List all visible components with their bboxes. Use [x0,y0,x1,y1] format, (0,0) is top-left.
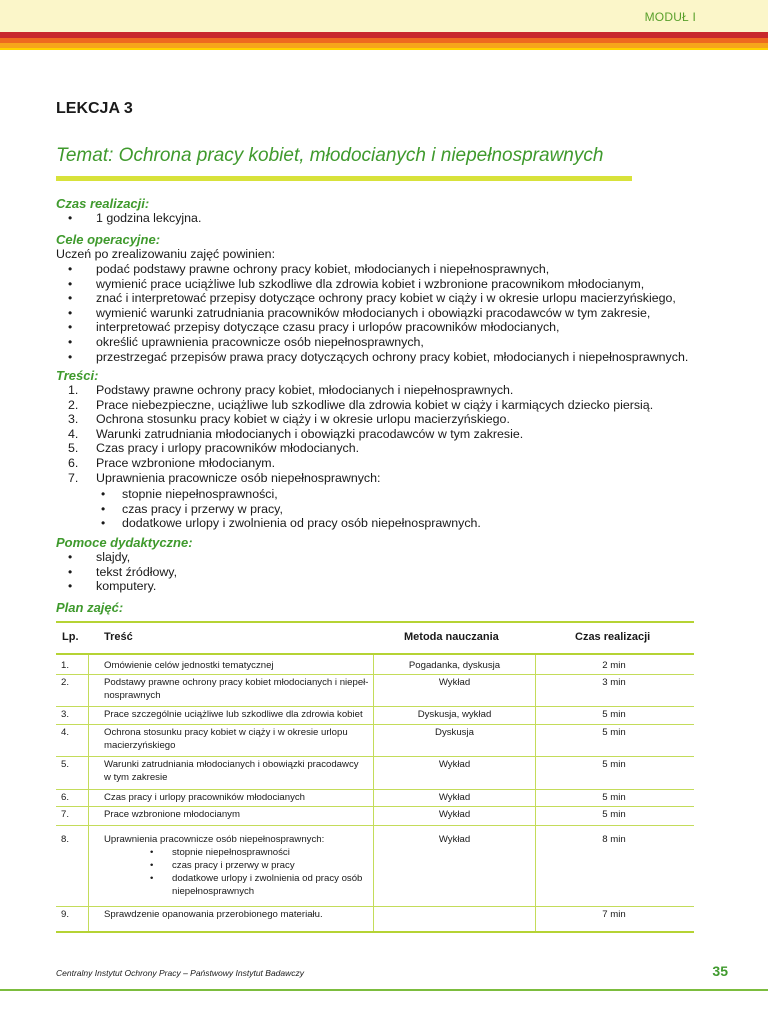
tresci-number: 6. [68,456,79,470]
pomoce-heading: Pomoce dydaktyczne: [56,535,193,550]
table-header-cell: Lp. [62,631,79,643]
tresci-number: 2. [68,397,79,412]
tresci-subitem: dodatkowe urlopy i zwolnienia od pracy osób niepełnosprawnych. [122,516,481,531]
table-row-divider [56,806,694,807]
row-time: 5 min [602,809,626,820]
row-content: Czas pracy i urlopy pracowników młodocianych [104,792,306,803]
pomoce-item: slajdy, [96,550,131,564]
tresci-item: Warunki zatrudniania młodocianych i obowiązki pracodawców w tym zakresie. [96,426,524,441]
row-content: nosprawnych [104,690,161,701]
row-number: 8. [61,834,70,845]
row-method: Wykład [438,759,471,770]
row-time: 8 min [602,834,626,845]
tresci-number: 5. [68,441,79,456]
row-time: 2 min [602,660,626,671]
cele-item: wymienić prace uciążliwe lub szkodliwe dla zdrowia kobiet i wzbronione pracownikom młodocianym, [96,276,645,291]
tresci-number: 3. [68,412,79,427]
row-subitem: stopnie niepełnosprawności [172,847,290,858]
row-content: Sprawdzenie opanowania przerobionego materiału. [104,909,323,920]
tresci-item: Uprawnienia pracownicze osób niepełnosprawnych: [96,470,381,485]
bullet-icon: • [68,349,73,364]
table-header-cell: Treść [104,631,133,643]
bullet-icon: • [68,305,73,320]
row-number: 1. [61,660,70,671]
tresci-subitem: stopnie niepełnosprawności, [122,487,278,501]
table-row-divider [56,706,694,707]
czas-heading: Czas realizacji: [56,196,150,211]
tresci-item: Ochrona stosunku pracy kobiet w ciąży i w okresie urlopu macierzyńskiego. [96,412,510,427]
bullet-icon: • [150,873,154,884]
cele-item: wymienić warunki zatrudniania pracowników młodocianych i obowiązki pracodawców w tym zakresie, [96,305,651,320]
bullet-icon: • [68,262,73,276]
row-time: 3 min [602,677,626,688]
row-number: 6. [61,792,70,803]
row-content: macierzyńskiego [104,740,176,751]
page-number: 35 [712,963,728,979]
row-content: Ochrona stosunku pracy kobiet w ciąży i w okresie urlopu [104,727,348,738]
pomoce-item: komputery. [96,579,157,594]
row-method: Dyskusja [435,727,474,738]
table-row-divider [56,724,694,725]
row-number: 9. [61,909,70,920]
tresci-number: 4. [68,426,79,441]
row-number: 3. [61,709,70,720]
bullet-icon: • [68,291,73,306]
table-rule [56,621,694,623]
row-number: 5. [61,759,70,770]
bullet-icon: • [68,276,73,291]
row-method: Dyskusja, wykład [417,709,492,720]
tresci-number: 7. [68,470,79,485]
tresci-item: Czas pracy i urlopy pracowników młodocianych. [96,441,360,456]
row-method: Wykład [438,677,471,688]
cele-item: znać i interpretować przepisy dotyczące ochrony pracy kobiet w ciąży i w okresie urlopu macierzyńskiego, [96,291,676,306]
table-row-divider [56,756,694,757]
topic-underline [56,176,632,181]
table-row-divider [56,906,694,907]
cele-intro: Uczeń po zrealizowaniu zajęć powinien: [56,247,276,261]
row-number: 2. [61,677,70,688]
table-header-cell: Czas realizacji [575,631,651,643]
bullet-icon: • [68,335,73,349]
cele-item: przestrzegać przepisów prawa pracy dotyczących ochrony pracy kobiet, młodocianych i niepełnosprawnych. [96,349,689,364]
header-stripe-yellow [0,48,768,50]
tresci-item: Podstawy prawne ochrony pracy kobiet, młodocianych i niepełnosprawnych. [96,383,514,397]
footer-rule [0,989,768,991]
tresci-subitem: czas pracy i przerwy w pracy, [122,501,283,516]
row-method: Wykład [438,792,471,803]
row-time: 5 min [602,792,626,803]
row-time: 5 min [602,709,626,720]
table-header-cell: Metoda nauczania [404,631,499,643]
lesson-title: LEKCJA 3 [56,100,133,117]
row-time: 7 min [602,909,626,920]
bullet-icon: • [68,579,73,594]
bullet-icon: • [101,501,106,516]
plan-heading: Plan zajęć: [56,600,124,615]
tresci-heading: Treści: [56,368,99,383]
table-row-divider [56,825,694,826]
bullet-icon: • [68,211,73,225]
bullet-icon: • [68,564,73,579]
cele-item: podać podstawy prawne ochrony pracy kobiet, młodocianych i niepełnosprawnych, [96,262,550,276]
row-method: Wykład [438,834,471,845]
row-content: Prace wzbronione młodocianym [104,809,240,820]
pomoce-item: tekst źródłowy, [96,564,178,579]
row-time: 5 min [602,759,626,770]
row-content: Omówienie celów jednostki tematycznej [104,660,274,671]
row-content: Podstawy prawne ochrony pracy kobiet młodocianych i niepeł- [104,677,369,688]
bullet-icon: • [101,487,106,501]
row-subitem: dodatkowe urlopy i zwolnienia od pracy osób [172,873,363,884]
row-method: Wykład [438,809,471,820]
table-row-divider [56,674,694,675]
table-row-divider [56,789,694,790]
row-subitem: czas pracy i przerwy w pracy [172,860,295,871]
table-column-divider [88,655,89,931]
cele-heading: Cele operacyjne: [56,232,161,247]
row-method: Pogadanka, dyskusja [408,660,501,671]
row-content: w tym zakresie [104,772,168,783]
row-content: Warunki zatrudniania młodocianych i obowiązki pracodawcy [104,759,359,770]
table-rule [56,653,694,655]
cele-item: określić uprawnienia pracownicze osób niepełnosprawnych, [96,335,424,349]
cele-item: interpretować przepisy dotyczące czasu pracy i urlopów pracowników młodocianych, [96,320,560,335]
tresci-number: 1. [68,383,79,397]
table-rule [56,931,694,933]
tresci-item: Prace wzbronione młodocianym. [96,456,276,470]
czas-item: 1 godzina lekcyjna. [96,211,202,225]
bullet-icon: • [68,320,73,335]
bullet-icon: • [68,550,73,564]
module-label: MODUŁ I [644,10,696,24]
row-content: Uprawnienia pracownicze osób niepełnosprawnych: [104,834,325,845]
bullet-icon: • [101,516,106,531]
row-content: Prace szczególnie uciążliwe lub szkodliwe dla zdrowia kobiet [104,709,363,720]
row-subitem: niepełnosprawnych [172,886,255,897]
tresci-item: Prace niebezpieczne, uciążliwe lub szkodliwe dla zdrowia kobiet w ciąży i karmiących dziecko piersią. [96,397,654,412]
row-number: 4. [61,727,70,738]
row-number: 7. [61,809,70,820]
footer-institution: Centralny Instytut Ochrony Pracy – Państwowy Instytut Badawczy [56,968,305,978]
row-time: 5 min [602,727,626,738]
bullet-icon: • [150,860,154,871]
bullet-icon: • [150,847,154,858]
topic-title: Temat: Ochrona pracy kobiet, młodocianych i niepełnosprawnych [56,145,604,166]
